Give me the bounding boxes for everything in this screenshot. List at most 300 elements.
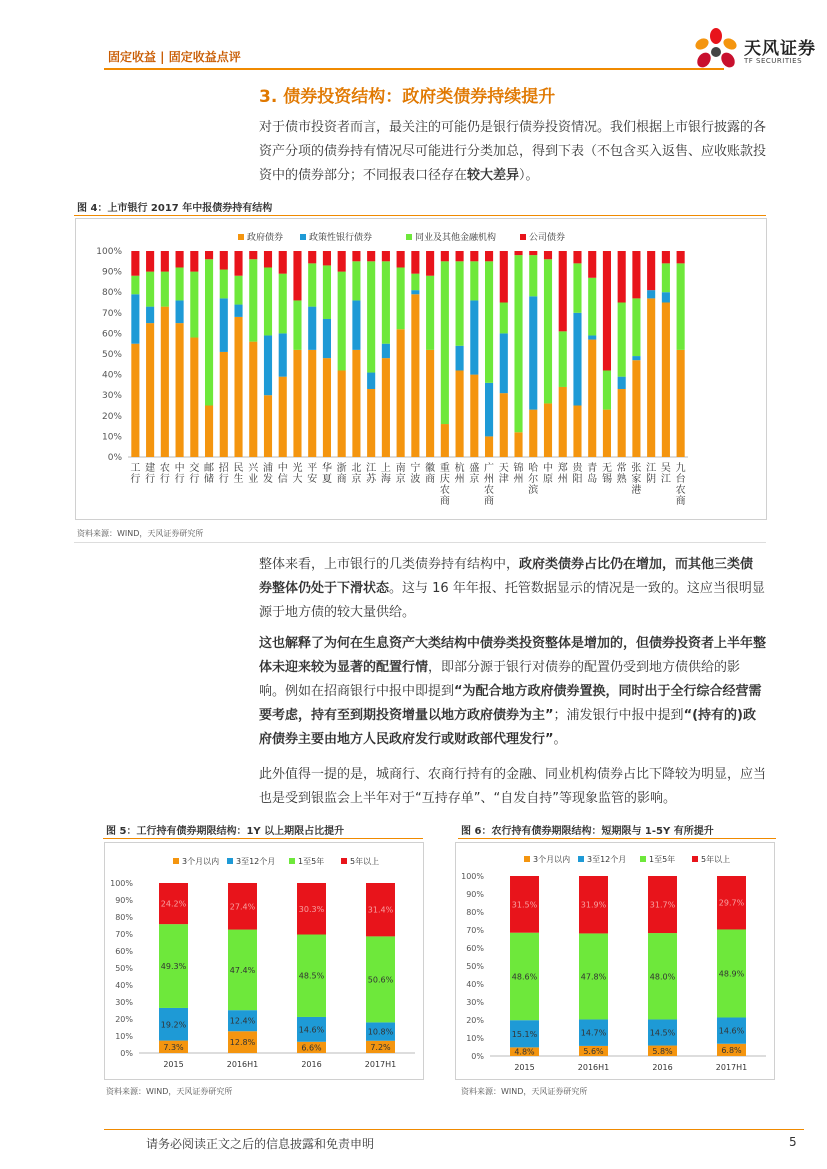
bar-segment — [662, 303, 670, 458]
x-category-label: 张家港 — [631, 463, 642, 496]
paragraph-3 — [259, 632, 766, 752]
data-label: 5.8% — [652, 1046, 673, 1056]
x-category-label: 民生 — [233, 463, 244, 485]
bar-segment — [264, 395, 272, 457]
bar-segment — [205, 251, 213, 259]
y-tick-label: 80% — [101, 288, 122, 299]
footer-divider — [104, 1129, 804, 1130]
intro-text-1: 对于债市投资者而言，最关注的可能仍是银行债券投资情况。我们根据上市银行披露的各资产分项的债券持有情况尽可能进行分类加总，得到下表（不包含买入返售、应收账款投资中的债券部分；不同报表口径存在 — [259, 120, 767, 183]
bar-segment — [647, 298, 655, 457]
legend-label: 1至5年 — [298, 857, 325, 866]
legend-swatch — [289, 858, 295, 864]
p2-text-2: 。这与 16 年年报、托管数据显示的情况是一致的。这应当很明显源于地方债的较大量供给。 — [259, 581, 765, 620]
bar-segment — [279, 377, 287, 457]
legend-swatch — [173, 858, 179, 864]
data-label: 6.8% — [721, 1045, 742, 1055]
bar-segment — [544, 403, 552, 457]
y-tick-label: 90% — [115, 896, 133, 905]
data-label: 14.6% — [298, 1025, 325, 1035]
bar-segment — [588, 251, 596, 278]
y-tick-label: 10% — [466, 1034, 484, 1043]
data-label: 50.6% — [367, 975, 394, 985]
bar-segment — [618, 251, 626, 303]
y-tick-label: 20% — [115, 1015, 133, 1024]
legend-swatch — [300, 234, 306, 240]
bar-segment — [456, 370, 464, 457]
bar-segment — [176, 267, 184, 300]
fig5-title: 图 5：工行持有债券期限结构：1Y 以上期限占比提升 — [106, 826, 345, 837]
data-label: 7.3% — [163, 1042, 184, 1052]
x-category-label: 中行 — [174, 463, 185, 485]
bar-segment — [293, 350, 301, 457]
y-tick-label: 0% — [107, 453, 122, 463]
x-category-label: 农行 — [159, 463, 170, 485]
y-tick-label: 10% — [115, 1032, 133, 1041]
y-tick-label: 60% — [115, 947, 133, 956]
bar-segment — [411, 294, 419, 457]
bar-segment — [234, 317, 242, 457]
bar-segment — [632, 298, 640, 356]
data-label: 31.9% — [580, 900, 607, 910]
bar-segment — [352, 350, 360, 457]
x-category-label: 浦发 — [263, 463, 273, 485]
x-category-label: 吴江 — [660, 463, 671, 485]
p3-text-3: 。 — [553, 732, 567, 747]
legend-swatch — [238, 234, 244, 240]
legend-swatch — [227, 858, 233, 864]
x-category-label: 2016 — [301, 1060, 322, 1069]
bar-segment — [529, 255, 537, 296]
data-label: 14.6% — [718, 1026, 745, 1036]
data-label: 27.4% — [229, 902, 256, 912]
legend-swatch — [692, 856, 698, 862]
y-tick-label: 0% — [471, 1052, 484, 1061]
y-tick-label: 50% — [466, 962, 484, 971]
bar-segment — [500, 333, 508, 393]
y-tick-label: 30% — [101, 391, 122, 402]
bar-segment — [677, 263, 685, 350]
data-label: 12.4% — [229, 1016, 256, 1026]
p2-bold-1: 政府类债券占比仍在增加，而其他三类债券整体仍处于下滑状态 — [259, 557, 754, 596]
bar-segment — [397, 329, 405, 457]
x-category-label: 2015 — [163, 1060, 184, 1069]
bar-segment — [677, 251, 685, 263]
bar-segment — [323, 358, 331, 457]
bar-segment — [485, 261, 493, 383]
y-tick-label: 70% — [115, 930, 133, 939]
bar-segment — [205, 406, 213, 458]
bar-segment — [485, 436, 493, 457]
bar-segment — [544, 251, 552, 259]
legend-swatch — [520, 234, 526, 240]
x-category-label: 2017H1 — [715, 1063, 748, 1072]
x-category-label: 工行 — [130, 463, 141, 485]
data-label: 31.4% — [367, 905, 394, 915]
bar-segment — [308, 307, 316, 350]
x-category-label: 邮储 — [204, 463, 215, 485]
x-category-label: 2016 — [652, 1063, 673, 1072]
intro-bold-1: 较大差异 — [467, 168, 520, 183]
data-label: 48.9% — [718, 969, 745, 979]
bar-segment — [411, 274, 419, 290]
brand-name: 天风证券 — [744, 39, 816, 59]
legend-label: 政府债券 — [247, 233, 284, 243]
bar-segment — [382, 261, 390, 343]
bar-segment — [441, 424, 449, 457]
p3-text-2: ；浦发银行中报中提到 — [553, 708, 684, 723]
bar-segment — [632, 251, 640, 298]
p3-bold-2: “为配合地方政府债券置换，同时出于全行综合经营需要考虑，持有至到期投资增量以地方政府债券为主” — [259, 684, 762, 723]
legend-swatch — [640, 856, 646, 862]
x-category-label: 杭州 — [454, 463, 465, 485]
p3-text-1: ，即部分源于银行对债券的配置仍受到地方债供给的影响。例如在招商银行中报中即提到 — [259, 660, 741, 699]
legend-label: 3至12个月 — [587, 855, 627, 864]
bar-segment — [323, 251, 331, 265]
bar-segment — [352, 251, 360, 261]
x-category-label: 徽商 — [425, 463, 436, 485]
bar-segment — [632, 356, 640, 360]
data-label: 7.2% — [370, 1042, 391, 1052]
y-tick-label: 80% — [466, 908, 484, 917]
legend-swatch — [524, 856, 530, 862]
bar-segment — [382, 251, 390, 261]
x-category-label: 建行 — [145, 463, 156, 485]
bar-segment — [470, 261, 478, 300]
bar-segment — [529, 296, 537, 409]
x-category-label: 江阴 — [646, 463, 657, 485]
bar-segment — [352, 261, 360, 300]
footer-disclaimer: 请务必阅读正文之后的信息披露和免责申明 — [146, 1137, 375, 1151]
bar-segment — [647, 251, 655, 290]
bar-segment — [293, 251, 301, 300]
p4-text-1: 此外值得一提的是，城商行、农商行持有的金融、同业机构债券占比下降较为明显，应当也是受到银监会上半年对于“互持存单”、“自发自持”等现象监管的影响。 — [259, 767, 767, 806]
bar-segment — [161, 307, 169, 457]
bar-segment — [176, 300, 184, 323]
data-label: 29.7% — [718, 898, 745, 908]
y-tick-label: 30% — [466, 998, 484, 1007]
fig6-title-divider — [458, 838, 776, 839]
x-category-label: 青岛 — [587, 463, 598, 485]
data-label: 48.0% — [649, 972, 676, 982]
bar-segment — [190, 272, 198, 338]
fig6-source: 资料来源：WIND，天风证券研究所 — [461, 1087, 588, 1096]
bar-segment — [426, 251, 434, 276]
x-category-label: 天津 — [498, 463, 509, 485]
bar-segment — [588, 340, 596, 457]
legend-label: 3个月以内 — [182, 857, 220, 866]
bar-segment — [234, 276, 242, 305]
x-category-label: 华夏 — [321, 463, 332, 485]
data-label: 14.5% — [649, 1028, 676, 1038]
bar-segment — [190, 251, 198, 272]
y-tick-label: 30% — [115, 998, 133, 1007]
bar-segment — [456, 261, 464, 345]
x-category-label: 常熟 — [616, 463, 627, 485]
bar-segment — [677, 350, 685, 457]
paragraph-4 — [259, 763, 766, 811]
bar-segment — [264, 267, 272, 335]
bar-segment — [500, 251, 508, 303]
bar-segment — [367, 389, 375, 457]
x-category-label: 锦州 — [513, 463, 524, 485]
bar-segment — [426, 350, 434, 457]
x-category-label: 江苏 — [366, 463, 377, 485]
data-label: 10.8% — [367, 1027, 394, 1037]
y-tick-label: 20% — [466, 1016, 484, 1025]
legend-swatch — [578, 856, 584, 862]
bar-segment — [249, 251, 257, 259]
y-tick-label: 80% — [115, 913, 133, 922]
y-tick-label: 40% — [101, 370, 122, 381]
x-category-label: 中信 — [277, 463, 288, 485]
bar-segment — [588, 278, 596, 336]
fig6-title: 图 6：农行持有债券期限结构：短期限与 1-5Y 有所提升 — [461, 826, 714, 837]
bar-segment — [220, 251, 228, 270]
bar-segment — [500, 303, 508, 334]
fig6-chart-frame — [455, 842, 775, 1080]
data-label: 31.7% — [649, 900, 676, 910]
legend-label: 5年以上 — [350, 857, 380, 866]
fig4-chart — [76, 219, 766, 519]
y-tick-label: 90% — [101, 267, 122, 278]
bar-segment — [382, 344, 390, 358]
bar-segment — [573, 406, 581, 458]
data-label: 30.3% — [298, 904, 325, 914]
bar-segment — [411, 290, 419, 294]
x-category-label: 平安 — [307, 463, 318, 485]
bar-segment — [176, 251, 184, 267]
bar-segment — [588, 335, 596, 339]
bar-segment — [397, 251, 405, 267]
data-label: 15.1% — [511, 1029, 538, 1039]
bar-segment — [573, 313, 581, 406]
bar-segment — [264, 251, 272, 267]
y-tick-label: 70% — [466, 926, 484, 935]
bar-segment — [485, 383, 493, 437]
paragraph-2 — [259, 553, 766, 625]
legend-swatch — [406, 234, 412, 240]
bar-segment — [559, 251, 567, 331]
data-label: 12.8% — [229, 1038, 256, 1048]
bar-segment — [323, 319, 331, 358]
bar-segment — [573, 251, 581, 263]
bar-segment — [146, 251, 154, 272]
tf-logo-icon — [690, 26, 742, 74]
bar-segment — [441, 251, 449, 261]
data-label: 14.7% — [580, 1028, 607, 1038]
fig5-title-divider — [103, 838, 423, 839]
fig4-title-divider — [74, 215, 766, 216]
y-tick-label: 60% — [101, 329, 122, 340]
bar-segment — [397, 267, 405, 329]
x-category-label: 贵阳 — [572, 463, 583, 485]
bar-segment — [234, 305, 242, 317]
bar-segment — [308, 263, 316, 306]
bar-segment — [279, 333, 287, 376]
x-category-label: 浙商 — [336, 463, 347, 485]
p2-text-1: 整体来看，上市银行的几类债券持有结构中， — [259, 557, 520, 572]
fig5-source: 资料来源：WIND，天风证券研究所 — [106, 1087, 233, 1096]
bar-segment — [662, 251, 670, 263]
p3-bold-3: “(持有的)政府债券主要由地方人民政府发行或财政部代理发行” — [259, 708, 756, 747]
bar-segment — [338, 370, 346, 457]
x-category-label: 2017H1 — [364, 1060, 397, 1069]
x-category-label: 2015 — [514, 1063, 535, 1072]
legend-label: 同业及其他金融机构 — [415, 233, 497, 243]
bar-segment — [441, 261, 449, 424]
bar-segment — [603, 410, 611, 457]
x-category-label: 交行 — [189, 463, 200, 485]
bar-segment — [514, 432, 522, 457]
bar-segment — [161, 251, 169, 272]
legend-label: 政策性银行债券 — [309, 233, 373, 243]
bar-segment — [603, 251, 611, 370]
bar-segment — [618, 389, 626, 457]
x-category-label: 招行 — [218, 463, 229, 485]
bar-segment — [220, 298, 228, 352]
x-category-label: 宁波 — [410, 463, 421, 485]
x-category-label: 九台农商 — [675, 463, 686, 507]
bar-segment — [544, 259, 552, 403]
data-label: 6.6% — [301, 1043, 322, 1053]
x-category-label: 盛京 — [469, 463, 480, 485]
data-label: 24.2% — [160, 899, 187, 909]
legend-swatch — [341, 858, 347, 864]
bar-segment — [470, 251, 478, 261]
y-tick-label: 50% — [101, 350, 122, 360]
bar-segment — [146, 307, 154, 323]
bar-segment — [529, 251, 537, 255]
bar-segment — [220, 352, 228, 457]
fig4-title: 图 4：上市银行 2017 年中报债券持有结构 — [77, 203, 273, 214]
report-category: 固定收益 | 固定收益点评 — [108, 50, 241, 64]
data-label: 48.5% — [298, 971, 325, 981]
fig5-chart-frame — [104, 842, 424, 1080]
legend-label: 3个月以内 — [533, 855, 571, 864]
bar-segment — [249, 259, 257, 341]
x-category-label: 南京 — [395, 463, 406, 485]
bar-segment — [500, 393, 508, 457]
intro-text-2: ）。 — [519, 168, 539, 183]
bar-segment — [632, 360, 640, 457]
bar-segment — [131, 276, 139, 295]
y-tick-label: 90% — [466, 890, 484, 899]
x-category-label: 北京 — [351, 463, 362, 485]
y-tick-label: 50% — [115, 964, 133, 973]
x-category-label: 上海 — [380, 463, 391, 485]
bar-segment — [367, 261, 375, 372]
x-category-label: 兴业 — [248, 463, 259, 485]
fig5-chart — [105, 843, 423, 1079]
bar-segment — [559, 331, 567, 387]
bar-segment — [470, 375, 478, 457]
bar-segment — [220, 270, 228, 299]
bar-segment — [161, 272, 169, 307]
bar-segment — [529, 410, 537, 457]
data-label: 47.8% — [580, 972, 607, 982]
y-tick-label: 100% — [96, 247, 122, 257]
x-category-label: 2016H1 — [577, 1063, 610, 1072]
bar-segment — [338, 272, 346, 371]
bar-segment — [323, 265, 331, 319]
x-category-label: 广州农商 — [484, 463, 495, 507]
y-tick-label: 40% — [115, 981, 133, 990]
data-label: 49.3% — [160, 962, 187, 972]
bar-segment — [559, 387, 567, 457]
p3-bold-1: 这也解释了为何在生息资产大类结构中债券类投资整体是增加的，但债券投资者上半年整体未迎来较为显著的配置行情 — [259, 636, 767, 675]
bar-segment — [176, 323, 184, 457]
bar-segment — [146, 323, 154, 457]
section-title: 3. 债券投资结构：政府类债券持续提升 — [259, 87, 556, 107]
bar-segment — [647, 290, 655, 298]
bar-segment — [662, 263, 670, 292]
bar-segment — [308, 251, 316, 263]
bar-segment — [456, 346, 464, 371]
bar-segment — [131, 344, 139, 457]
bar-segment — [308, 350, 316, 457]
bar-segment — [249, 342, 257, 457]
header-divider — [104, 68, 724, 70]
bar-segment — [411, 251, 419, 274]
bar-segment — [131, 251, 139, 276]
bar-segment — [205, 259, 213, 405]
y-tick-label: 60% — [466, 944, 484, 953]
y-tick-label: 70% — [101, 308, 122, 319]
page-number: 5 — [789, 1135, 797, 1149]
data-label: 47.4% — [229, 965, 256, 975]
x-category-label: 重庆农商 — [439, 463, 450, 507]
legend-label: 3至12个月 — [236, 857, 276, 866]
y-tick-label: 40% — [466, 980, 484, 989]
legend-label: 公司债券 — [529, 233, 566, 243]
fig6-chart — [456, 843, 774, 1079]
intro-paragraph — [259, 116, 766, 188]
fig4-bottom-divider — [74, 542, 766, 543]
fig4-source: 资料来源：WIND，天风证券研究所 — [77, 529, 204, 538]
bar-segment — [456, 251, 464, 261]
legend-label: 1至5年 — [649, 855, 676, 864]
bar-segment — [279, 274, 287, 334]
bar-segment — [293, 300, 301, 349]
bar-segment — [603, 370, 611, 409]
y-tick-label: 100% — [461, 872, 484, 881]
bar-segment — [367, 373, 375, 389]
y-tick-label: 20% — [101, 411, 122, 422]
bar-segment — [367, 251, 375, 261]
bar-segment — [131, 294, 139, 343]
bar-segment — [264, 335, 272, 395]
x-category-label: 无锡 — [601, 463, 612, 485]
bar-segment — [146, 272, 154, 307]
bar-segment — [514, 251, 522, 255]
bar-segment — [618, 377, 626, 389]
data-label: 48.6% — [511, 972, 538, 982]
bar-segment — [190, 338, 198, 457]
bar-segment — [279, 251, 287, 274]
bar-segment — [573, 263, 581, 312]
bar-segment — [338, 251, 346, 272]
bar-segment — [382, 358, 390, 457]
x-category-label: 2016H1 — [226, 1060, 259, 1069]
bar-segment — [618, 303, 626, 377]
bar-segment — [662, 292, 670, 302]
y-tick-label: 100% — [110, 879, 133, 888]
data-label: 31.5% — [511, 900, 538, 910]
data-label: 19.2% — [160, 1020, 187, 1030]
data-label: 5.6% — [583, 1046, 604, 1056]
legend-label: 5年以上 — [701, 855, 731, 864]
y-tick-label: 0% — [120, 1049, 133, 1058]
